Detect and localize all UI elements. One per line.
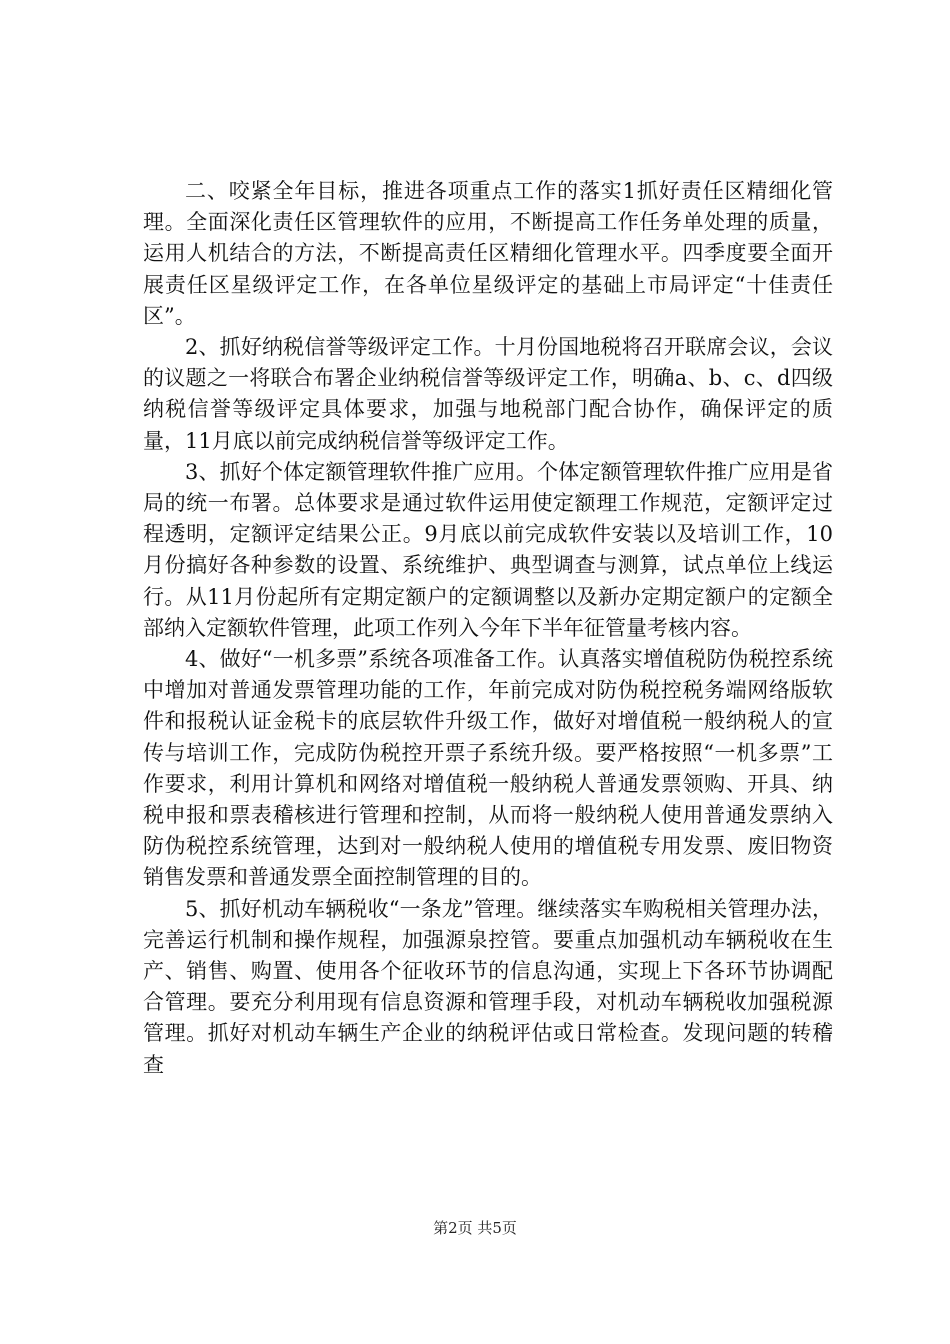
document-body	[143, 176, 833, 1081]
page-footer	[0, 1217, 950, 1238]
page-number: 第2页 共5页	[433, 1219, 517, 1237]
paragraph-3: 3、抓好个体定额管理软件推广应用。个体定额管理软件推广应用是省局的统一布署。总体要求是通过软件运用使定额理工作规范，定额评定过程透明，定额评定结果公正。9月底以前完成软件安装以及培训工作，10月份搞好各种参数的设置、系统维护、典型调查与测算，试点单位上线运行。从11月份起所有定期定额户的定额调整以及新办定期定额户的定额全部纳入定额软件管理，此项工作列入今年下半年征管量考核内容。	[143, 459, 833, 640]
paragraph-1: 二、咬紧全年目标，推进各项重点工作的落实1抓好责任区精细化管理。全面深化责任区管理软件的应用，不断提高工作任务单处理的质量，运用人机结合的方法，不断提高责任区精细化管理水平。四季度要全面开展责任区星级评定工作，在各单位星级评定的基础上市局评定“十佳责任区”。	[143, 179, 833, 328]
paragraph-2: 2、抓好纳税信誉等级评定工作。十月份国地税将召开联席会议，会议的议题之一将联合布署企业纳税信誉等级评定工作，明确a、b、c、d四级纳税信誉等级评定具体要求，加强与地税部门配合协作，确保评定的质量，11月底以前完成纳税信誉等级评定工作。	[143, 335, 833, 453]
paragraph-5: 5、抓好机动车辆税收“一条龙”管理。继续落实车购税相关管理办法，完善运行机制和操作规程，加强源泉控管。要重点加强机动车辆税收在生产、销售、购置、使用各个征收环节的信息沟通，实现上下各环节协调配合管理。要充分利用现有信息资源和管理手段，对机动车辆税收加强税源管理。抓好对机动车辆生产企业的纳税评估或日常检查。发现问题的转稽查	[143, 896, 833, 1077]
paragraph-4: 4、做好“一机多票”系统各项准备工作。认真落实增值税防伪税控系统中增加对普通发票管理功能的工作，年前完成对防伪税控税务端网络版软件和报税认证金税卡的底层软件升级工作，做好对增值税一般纳税人的宣传与培训工作，完成防伪税控开票子系统升级。要严格按照“一机多票”工作要求，利用计算机和网络对增值税一般纳税人普通发票领购、开具、纳税申报和票表稽核进行管理和控制，从而将一般纳税人使用普通发票纳入防伪税控系统管理，达到对一般纳税人使用的增值税专用发票、废旧物资销售发票和普通发票全面控制管理的目的。	[143, 647, 833, 890]
